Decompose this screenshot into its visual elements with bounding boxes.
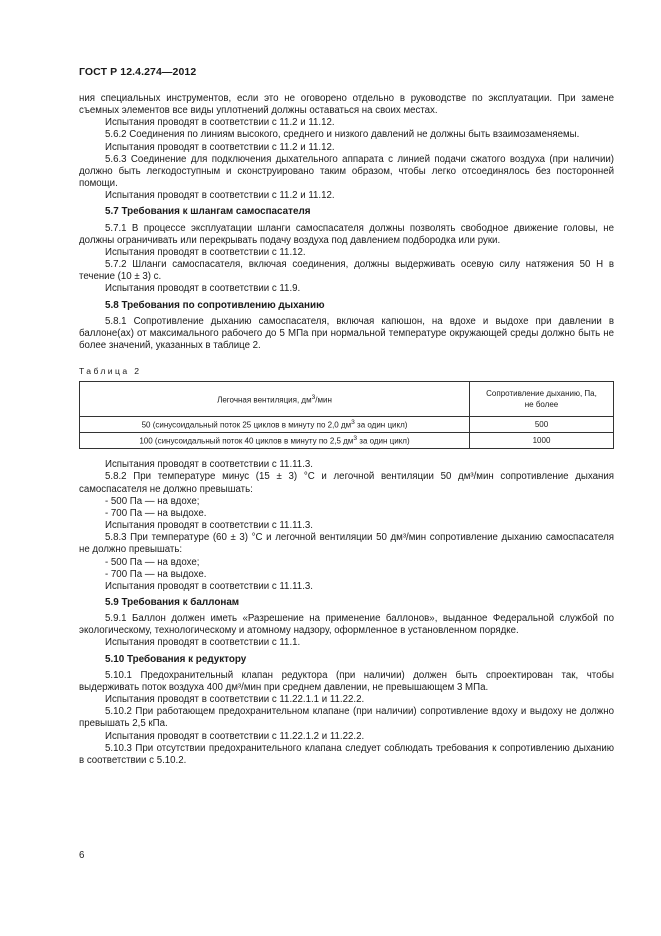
paragraph: 5.6.2 Соединения по линиям высокого, среднего и низкого давлений не должны быть взаимозаменяемы.	[105, 129, 580, 141]
table-header-ventilation: Легочная вентиляция, $дм^3$/мин	[80, 382, 470, 417]
list-item: - 700 Па — на выдохе.	[105, 568, 207, 580]
table-header-resistance: Сопротивление дыханию, Па, не более	[470, 382, 614, 417]
paragraph: 5.8.2 При температуре минус (15 ± 3) °С и легочной вентиляции 50 дм³/мин сопротивление дыхания самоспасателя не должно превышать:	[79, 471, 614, 495]
paragraph: Испытания проводят в соответствии с 11.2 и 11.12.	[105, 141, 335, 153]
table-row	[80, 433, 614, 449]
table-row	[80, 417, 614, 433]
paragraph: Испытания проводят в соответствии с 11.9.	[105, 283, 301, 295]
page-number: 6	[79, 850, 85, 861]
paragraph: 5.9.1 Баллон должен иметь «Разрешение на применение баллонов», выданное Федеральной службой по экологическому, технологическому и атомному надзору, оформленное в установленном порядке.	[79, 613, 614, 637]
table-2	[79, 381, 614, 449]
paragraph: Испытания проводят в соответствии с 11.11.3.	[105, 580, 313, 592]
table-caption: Таблица 2	[79, 366, 142, 377]
list-item: - 500 Па — на вдохе;	[105, 556, 200, 568]
paragraph: 5.7.1 В процессе эксплуатации шланги самоспасателя должны позволять свободное движение головы, не должны ограничивать или перекрывать подачу воздуха под давлением подбородка или руки.	[79, 222, 614, 246]
section-heading-5-10: 5.10 Требования к редуктору	[105, 653, 247, 665]
document-body	[79, 93, 614, 767]
paragraph: Испытания проводят в соответствии с 11.2 и 11.12.	[105, 190, 335, 202]
table-cell-ventilation: 100 (синусоидальный поток 40 циклов в минуту по 2,5 $дм^3$ за один цикл)	[80, 433, 470, 449]
paragraph: Испытания проводят в соответствии с 11.12.	[105, 246, 306, 258]
paragraph: 5.7.2 Шланги самоспасателя, включая соединения, должны выдерживать осевую силу натяжения 50 Н в течение (10 ± 3) с.	[79, 259, 614, 283]
paragraph: Испытания проводят в соответствии с 11.11.3.	[105, 520, 313, 532]
list-item: - 500 Па — на вдохе;	[105, 495, 200, 507]
list-item: - 700 Па — на выдохе.	[105, 507, 207, 519]
paragraph: 5.10.3 При отсутствии предохранительного клапана следует соблюдать требования к сопротивлению дыханию в соответствии с 5.10.2.	[79, 742, 614, 766]
section-heading-5-7: 5.7 Требования к шлангам самоспасателя	[105, 206, 311, 218]
table-header-row	[80, 382, 614, 417]
paragraph: Испытания проводят в соответствии с 11.22.1.1 и 11.22.2.	[105, 694, 365, 706]
table-cell-ventilation: 50 (синусоидальный поток 25 циклов в минуту по 2,0 $дм^3$ за один цикл)	[80, 417, 470, 433]
section-heading-5-8: 5.8 Требования по сопротивлению дыханию	[105, 299, 325, 311]
paragraph: 5.8.3 При температуре (60 ± 3) °С и легочной вентиляции 50 дм³/мин сопротивление дыханию самоспасателя не должно превышать:	[79, 532, 614, 556]
paragraph: ния специальных инструментов, если это не оговорено отдельно в руководстве по эксплуатации. При замене съемных элементов все виды уплотнений должны оставаться на своих местах.	[79, 93, 614, 117]
paragraph: 5.10.1 Предохранительный клапан редуктора (при наличии) должен быть спроектирован так, чтобы выдерживать поток воздуха 400 дм³/мин при среднем давлении, не превышающем 3 МПа.	[79, 669, 614, 693]
document-header: ГОСТ Р 12.4.274—2012	[79, 66, 197, 78]
section-heading-5-9: 5.9 Требования к баллонам	[105, 597, 240, 608]
paragraph: Испытания проводят в соответствии с 11.2 и 11.12.	[105, 117, 335, 129]
paragraph: Испытания проводят в соответствии с 11.22.1.2 и 11.22.2.	[105, 730, 365, 742]
paragraph: 5.10.2 При работающем предохранительном клапане (при наличии) сопротивление вдоху и выдоху не должно превышать 2,5 кПа.	[79, 706, 614, 730]
paragraph: 5.8.1 Сопротивление дыханию самоспасателя, включая капюшон, на вдохе и выдохе при давлении в баллоне(ах) от максимального рабочего до 5 МПа при нормальной температуре окружающей среды должно быть не более значений, указанных в таблице 2.	[79, 315, 614, 351]
table-cell-resistance: 500	[470, 417, 614, 433]
table-cell-resistance: 1000	[470, 433, 614, 449]
paragraph: 5.6.3 Соединение для подключения дыхательного аппарата с линией подачи сжатого воздуха (при наличии) должно быть легкодоступным и сконструировано таким образом, чтобы легко отсоединялось без посторонней помощи.	[79, 153, 614, 190]
paragraph: Испытания проводят в соответствии с 11.1.	[105, 637, 301, 649]
paragraph: Испытания проводят в соответствии с 11.11.3.	[105, 459, 313, 471]
